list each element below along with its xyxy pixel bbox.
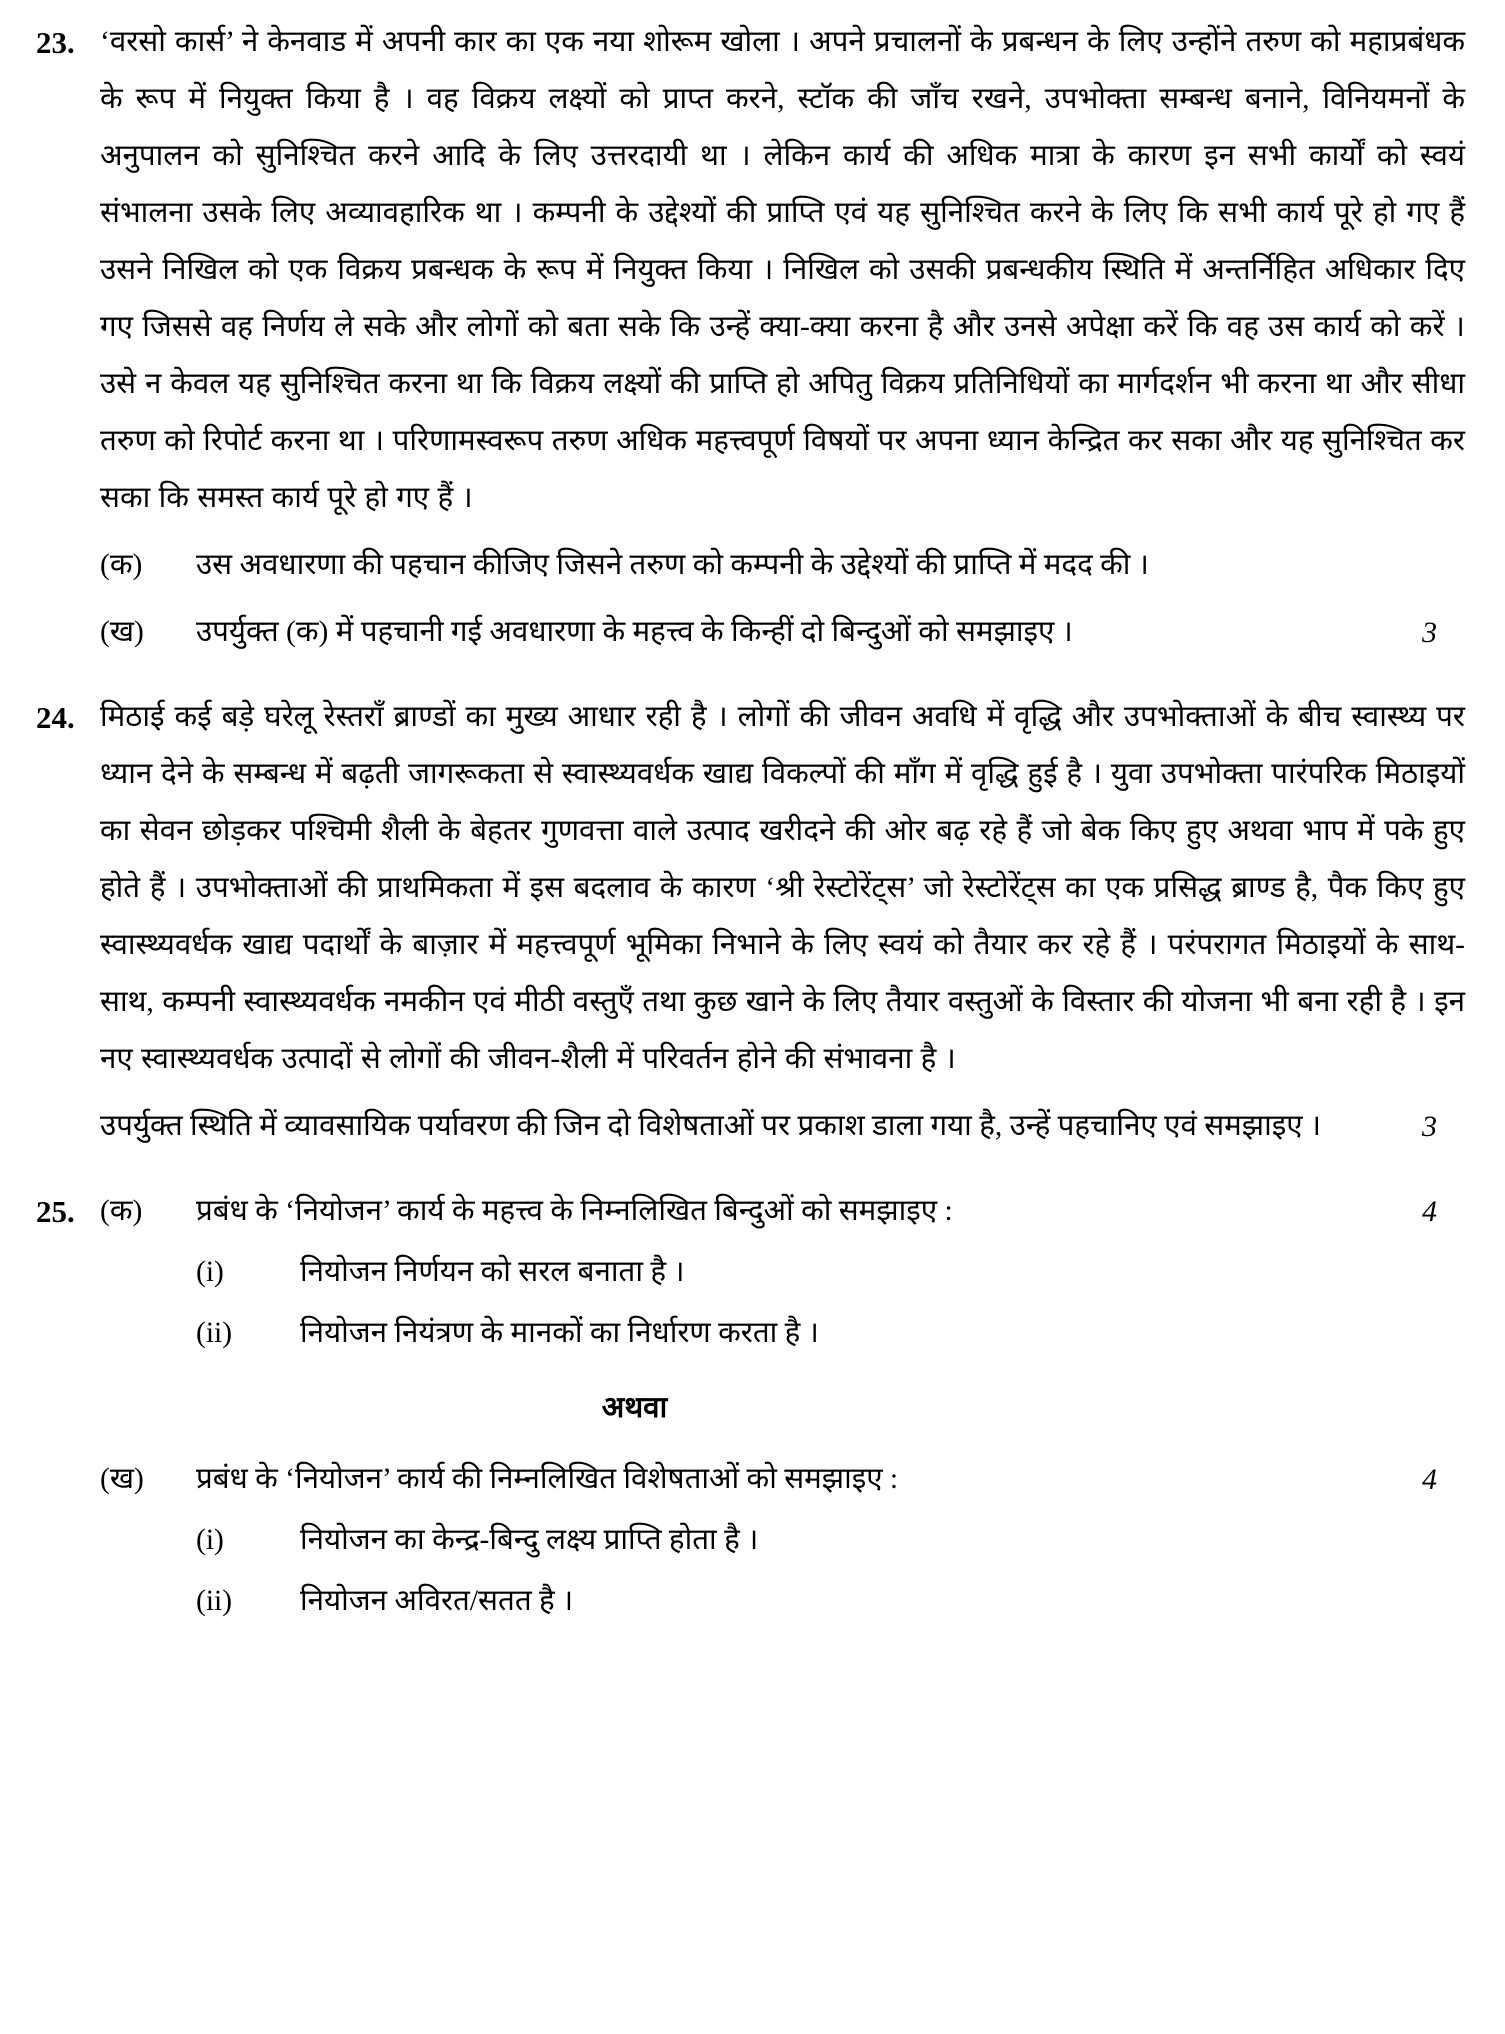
question-25-option-b-item-i-text: नियोजन का केन्द्र-बिन्दु लक्ष्य प्राप्ति होता है । <box>300 1524 759 1556</box>
question-25-option-b-item-ii <box>100 1573 1469 1630</box>
question-23-number: 23. <box>36 25 75 60</box>
question-25-body <box>100 1183 1469 1630</box>
question-23-subpart-b-label: (ख) <box>100 616 144 648</box>
question-24-tail-question: उपर्युक्त स्थिति में व्यावसायिक पर्यावरण की जिन दो विशेषताओं पर प्रकाश डाला गया है, उन्हें पहचानिए एवं समझाइए । <box>100 1110 1322 1142</box>
question-23-subpart-b <box>100 604 1469 661</box>
question-23-subpart-a <box>100 537 1469 594</box>
question-25-option-a-item-ii-label: (ii) <box>196 1317 233 1349</box>
question-25-option-b-item-i <box>100 1512 1469 1569</box>
question-23 <box>28 14 1469 661</box>
question-25-option-a-label: (क) <box>100 1195 143 1227</box>
question-24 <box>28 689 1469 1155</box>
question-25 <box>28 1183 1469 1630</box>
question-24-body <box>100 689 1469 1155</box>
question-23-subpart-a-label: (क) <box>100 549 143 581</box>
question-24-marks: 3 <box>1422 1110 1437 1143</box>
question-24-passage: मिठाई कई बड़े घरेलू रेस्तराँ ब्राण्डों का मुख्य आधार रही है । लोगों की जीवन अवधि में वृद्धि और उपभोक्ताओं के बीच स्वास्थ्य पर ध्यान देने के सम्बन्ध में बढ़ती जागरूकता से स्वास्थ्यवर्धक खाद्य विकल्पों की माँग में वृद्धि हुई है । युवा उपभोक्ता पारंपरिक मिठाइयों का सेवन छोड़कर पश्चिमी शैली के बेहतर गुणवत्ता वाले उत्पाद खरीदने की ओर बढ़ रहे हैं जो बेक किए हुए अथवा भाप में पके हुए होते हैं । उपभोक्ताओं की प्राथमिकता में इस बदलाव के कारण ‘श्री रेस्टोरेंट्स’ जो रेस्टोरेंट्स का एक प्रसिद्ध ब्राण्ड है, पैक किए हुए स्वास्थ्यवर्धक खाद्य पदार्थों के बाज़ार में महत्त्वपूर्ण भूमिका निभाने के लिए स्वयं को तैयार कर रहे हैं । परंपरागत मिठाइयों के साथ-साथ, कम्पनी स्वास्थ्यवर्धक नमकीन एवं मीठी वस्तुएँ तथा कुछ खाने के लिए तैयार वस्तुओं के विस्तार की योजना भी बना रही है । इन नए स्वास्थ्यवर्धक उत्पादों से लोगों की जीवन-शैली में परिवर्तन होने की संभावना है । <box>100 701 1465 1075</box>
question-25-option-a-text: प्रबंध के ‘नियोजन’ कार्य के महत्त्व के निम्नलिखित बिन्दुओं को समझाइए : <box>196 1195 953 1227</box>
question-24-number: 24. <box>36 700 75 735</box>
question-23-marks: 3 <box>1422 616 1437 649</box>
paragraph-spacer <box>100 1088 1469 1098</box>
question-25-option-b-label: (ख) <box>100 1463 144 1495</box>
question-25-option-a-item-ii <box>100 1305 1469 1362</box>
section-spacer <box>28 667 1469 689</box>
section-spacer <box>28 1161 1469 1183</box>
question-23-subpart-a-text: उस अवधारणा की पहचान कीजिए जिसने तरुण को कम्पनी के उद्देश्यों की प्राप्ति में मदद की । <box>196 549 1149 581</box>
question-25-option-a-item-i <box>100 1244 1469 1301</box>
question-25-option-b-item-i-label: (i) <box>196 1524 224 1556</box>
question-25-option-b <box>100 1451 1469 1508</box>
question-25-number: 25. <box>36 1194 75 1229</box>
question-25-option-a-marks: 4 <box>1422 1195 1437 1228</box>
question-25-option-a-item-i-text: नियोजन निर्णयन को सरल बनाता है । <box>300 1256 685 1288</box>
question-25-option-a <box>100 1183 1469 1240</box>
question-24-tail-wrapper <box>100 1098 1469 1155</box>
question-23-passage: ‘वरसो कार्स’ ने केनवाड में अपनी कार का एक नया शोरूम खोला । अपने प्रचालनों के प्रबन्धन के लिए उन्होंने तरुण को महाप्रबंधक के रूप में नियुक्त किया है । वह विक्रय लक्ष्यों को प्राप्त करने, स्टॉक की जाँच रखने, उपभोक्ता सम्बन्ध बनाने, विनियमनों के अनुपालन को सुनिश्चित करने आदि के लिए उत्तरदायी था । लेकिन कार्य की अधिक मात्रा के कारण इन सभी कार्यों को स्वयं संभालना उसके लिए अव्यावहारिक था । कम्पनी के उद्देश्यों की प्राप्ति एवं यह सुनिश्चित करने के लिए कि सभी कार्य पूरे हो गए हैं उसने निखिल को एक विक्रय प्रबन्धक के रूप में नियुक्त किया । निखिल को उसकी प्रबन्धकीय स्थिति में अन्तर्निहित अधिकार दिए गए जिससे वह निर्णय ले सके और लोगों को बता सके कि उन्हें क्या-क्या करना है और उनसे अपेक्षा करें कि वह उस कार्य को करें । उसे न केवल यह सुनिश्चित करना था कि विक्रय लक्ष्यों की प्राप्ति हो अपितु विक्रय प्रतिनिधियों का मार्गदर्शन भी करना था और सीधा तरुण को रिपोर्ट करना था । परिणामस्वरूप तरुण अधिक महत्त्वपूर्ण विषयों पर अपना ध्यान केन्द्रित कर सका और यह सुनिश्चित कर सका कि समस्त कार्य पूरे हो गए हैं । <box>100 26 1465 514</box>
question-25-option-a-item-i-label: (i) <box>196 1256 224 1288</box>
question-25-option-b-item-ii-label: (ii) <box>196 1585 233 1617</box>
question-25-option-a-item-ii-text: नियोजन नियंत्रण के मानकों का निर्धारण करता है । <box>300 1317 819 1349</box>
question-23-subpart-b-text: उपर्युक्त (क) में पहचानी गई अवधारणा के महत्त्व के किन्हीं दो बिन्दुओं को समझाइए । <box>196 616 1073 648</box>
question-25-option-b-text: प्रबंध के ‘नियोजन’ कार्य की निम्नलिखित विशेषताओं को समझाइए : <box>196 1463 899 1495</box>
question-25-option-b-item-ii-text: नियोजन अविरत/सतत है । <box>300 1585 574 1617</box>
question-23-body <box>100 14 1469 661</box>
or-separator: अथवा <box>601 1392 668 1424</box>
question-25-option-b-marks: 4 <box>1422 1463 1437 1496</box>
